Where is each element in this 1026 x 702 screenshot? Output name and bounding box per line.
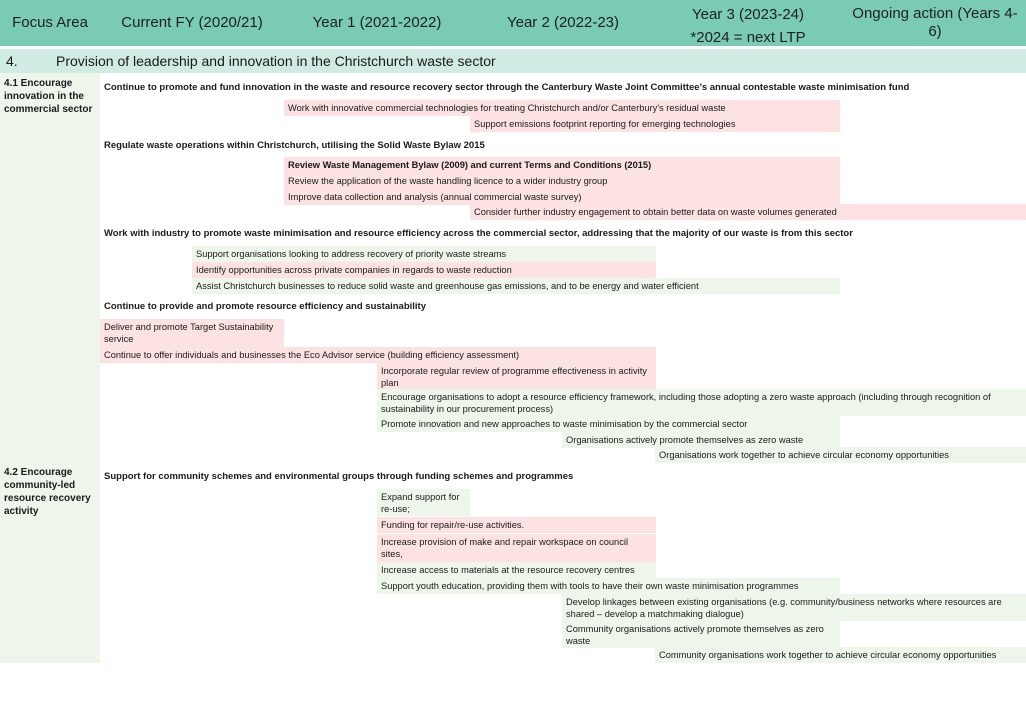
heading-regulate-waste: Regulate waste operations within Christchurch, utilising the Solid Waste Bylaw 2015 <box>104 140 485 151</box>
focus-area-4-1: 4.1 Encourage innovation in the commercial sector <box>4 78 93 115</box>
action-community-circular-economy: Community organisations work together to achieve circular economy opportunities <box>655 647 1026 663</box>
action-recovery-centres: Increase access to materials at the resource recovery centres <box>377 562 656 578</box>
action-data-collection: Improve data collection and analysis (annual commercial waste survey) <box>284 189 840 205</box>
heading-innovation-fund: Continue to promote and fund innovation in the waste and resource recovery sector through the Canterbury Waste Joint Committee's annual contestable waste minimisation fund <box>104 82 910 93</box>
action-expand-reuse: Expand support for re-use; <box>377 489 470 516</box>
action-assist-businesses: Assist Christchurch businesses to reduce solid waste and greenhouse gas emissions, and to be energy and water efficient <box>192 278 840 294</box>
action-emissions-reporting: Support emissions footprint reporting for emerging technologies <box>470 116 840 132</box>
section-band <box>0 49 1026 73</box>
col-ongoing: Ongoing action (Years 4-6) <box>852 5 1018 40</box>
action-youth-education: Support youth education, providing them with tools to have their own waste minimisation programmes <box>377 578 840 594</box>
action-target-sustainability: Deliver and promote Target Sustainability service <box>100 319 284 347</box>
focus-area-4-2: 4.2 Encourage community-led resource recovery activity <box>4 467 91 517</box>
heading-industry-waste: Work with industry to promote waste minimisation and resource efficiency across the commercial sector, addressing that the majority of our waste is from this sector <box>104 228 853 239</box>
heading-resource-efficiency: Continue to provide and promote resource efficiency and sustainability <box>104 301 427 312</box>
action-linkages: Develop linkages between existing organisations (e.g. community/business networks where resources are shared – develop a matchmaking dialogue) <box>562 594 1026 621</box>
action-promote-innovation: Promote innovation and new approaches to waste minimisation by the commercial sector <box>377 416 840 432</box>
action-circular-economy-orgs: Organisations work together to achieve circular economy opportunities <box>655 447 1026 463</box>
action-programme-review: Incorporate regular review of programme effectiveness in activity plan <box>377 363 656 390</box>
heading-community-schemes: Support for community schemes and environmental groups through funding schemes and programmes <box>104 471 574 482</box>
action-commercial-technologies: Work with innovative commercial technologies for treating Christchurch and/or Canterbury's residual waste <box>284 100 840 116</box>
action-eco-advisor: Continue to offer individuals and businesses the Eco Advisor service (building efficiency assessment) <box>100 347 656 363</box>
col-focus-area: Focus Area <box>12 14 88 31</box>
section-title: Provision of leadership and innovation in the Christchurch waste sector <box>56 53 496 69</box>
action-community-zero-waste: Community organisations actively promote themselves as zero waste <box>562 621 840 648</box>
action-repair-funding: Funding for repair/re-use activities. <box>377 517 656 533</box>
col-year-1: Year 1 (2021-2022) <box>312 14 442 31</box>
action-repair-workspace: Increase provision of make and repair workspace on council sites, <box>377 534 656 562</box>
action-zero-waste-orgs: Organisations actively promote themselves as zero waste <box>562 432 840 448</box>
action-priority-waste: Support organisations looking to address recovery of priority waste streams <box>192 246 656 262</box>
col-year-3 <box>668 3 828 49</box>
col-year-3-line2: *2024 = next LTP <box>690 29 806 46</box>
action-industry-engagement: Consider further industry engagement to obtain better data on waste volumes generated <box>470 204 1026 220</box>
focus-area-column <box>0 73 100 663</box>
action-waste-licence: Review the application of the waste handling licence to a wider industry group <box>284 173 840 189</box>
col-current-fy: Current FY (2020/21) <box>121 14 263 31</box>
action-waste-reduction: Identify opportunities across private companies in regards to waste reduction <box>192 262 656 278</box>
col-year-3-line1: Year 3 (2023-24) <box>691 6 805 23</box>
table-header <box>0 0 1026 46</box>
action-review-bylaw: Review Waste Management Bylaw (2009) and current Terms and Conditions (2015) <box>284 157 840 173</box>
section-number: 4. <box>6 53 18 69</box>
action-efficiency-framework: Encourage organisations to adopt a resource efficiency framework, including those adopting a zero waste approach (including through recognition of sustainability in our procurement process) <box>377 389 1026 416</box>
col-year-2: Year 2 (2022-23) <box>506 14 620 31</box>
